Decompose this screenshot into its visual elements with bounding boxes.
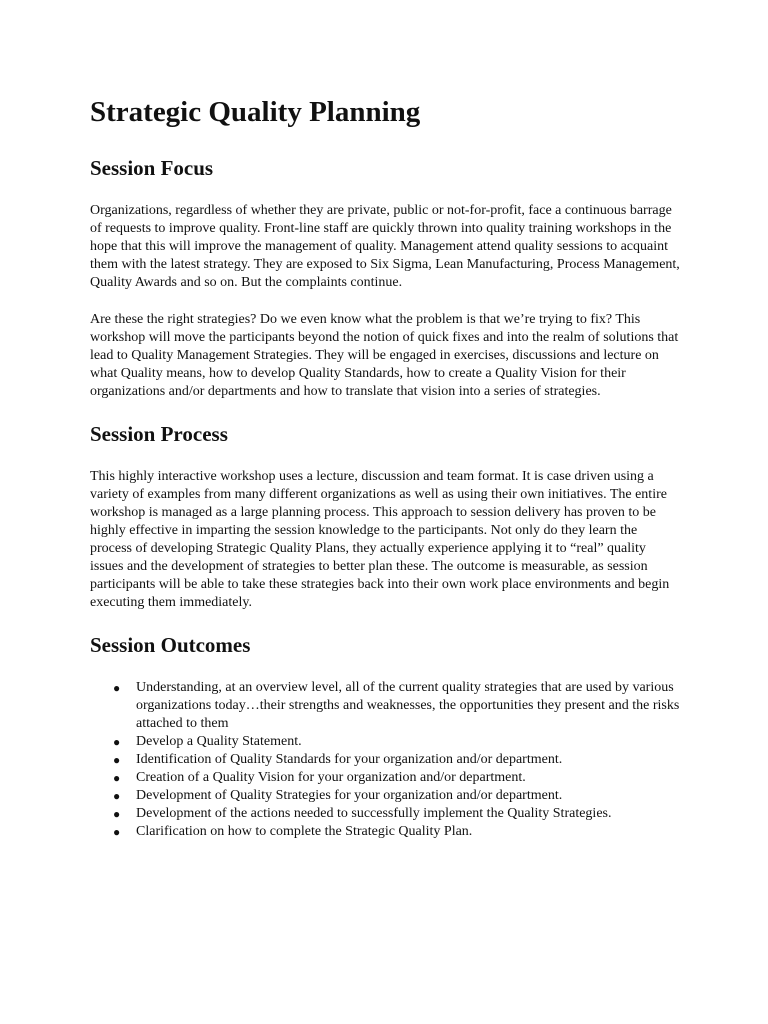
section-heading: Session Focus [90,156,214,180]
list-item [113,751,682,769]
section-heading: Session Process [90,422,228,446]
section-session-outcomes [90,631,682,841]
outcomes-list [90,679,682,841]
section-heading: Session Outcomes [90,633,251,657]
list-item [113,823,682,841]
section-session-focus [90,154,682,401]
paragraph: Are these the right strategies? Do we even know what the problem is that we’re trying to fix? This workshop will move the participants beyond the notion of quick fixes and into the realm of solutions that lead to Quality Management Strategies. They will be engaged in exercises, discussions and lecture on what Quality means, how to develop Quality Standards, how to create a Quality Vision for their organizations and/or departments and how to translate that vision into a series of strategies. [90,312,679,399]
section-session-process [90,420,682,612]
paragraph: Organizations, regardless of whether they are private, public or not-for-profit, face a continuous barrage of requests to improve quality. Front-line staff are quickly thrown into quality training workshops in the hope that this will improve the management of quality. Management attend quality sessions to acquaint them with the latest strategy. They are exposed to Six Sigma, Lean Manufacturing, Process Management, Quality Awards and so on. But the complaints continue. [90,203,680,290]
list-item-text: Identification of Quality Standards for your organization and/or department. [136,752,563,767]
list-item-text: Clarification on how to complete the Strategic Quality Plan. [136,824,473,839]
bullet-icon: ● [113,753,121,767]
bullet-icon: ● [113,807,121,821]
bullet-icon: ● [113,735,121,749]
list-item [113,733,682,751]
list-item [113,769,682,787]
paragraph: This highly interactive workshop uses a lecture, discussion and team format. It is case driven using a variety of examples from many different organizations as well as using their own initiatives. The entire workshop is managed as a large planning process. This approach to session delivery has proven to be highly effective in imparting the session knowledge to the participants. Not only do they learn the process of developing Strategic Quality Plans, they actually experience applying it to “real” quality issues and the development of strategies to better plan these. The outcome is measurable, as session participants will be able to take these strategies back into their own work place environments and begin executing them immediately. [90,469,670,610]
list-item-text: Development of Quality Strategies for your organization and/or department. [136,788,563,803]
document-page [90,92,682,841]
list-item-text: Develop a Quality Statement. [136,734,302,749]
list-item-text: Development of the actions needed to successfully implement the Quality Strategies. [136,806,612,821]
list-item [113,787,682,805]
list-item-text: Understanding, at an overview level, all of the current quality strategies that are used by various organizations today…their strengths and weaknesses, the opportunities they present and the risks attached to them [136,680,680,731]
bullet-icon: ● [113,771,121,785]
list-item [113,805,682,823]
list-item-text: Creation of a Quality Vision for your organization and/or department. [136,770,526,785]
list-item [113,679,682,733]
bullet-icon: ● [113,681,121,695]
document-title: Strategic Quality Planning [90,96,421,128]
bullet-icon: ● [113,789,121,803]
bullet-icon: ● [113,825,121,839]
